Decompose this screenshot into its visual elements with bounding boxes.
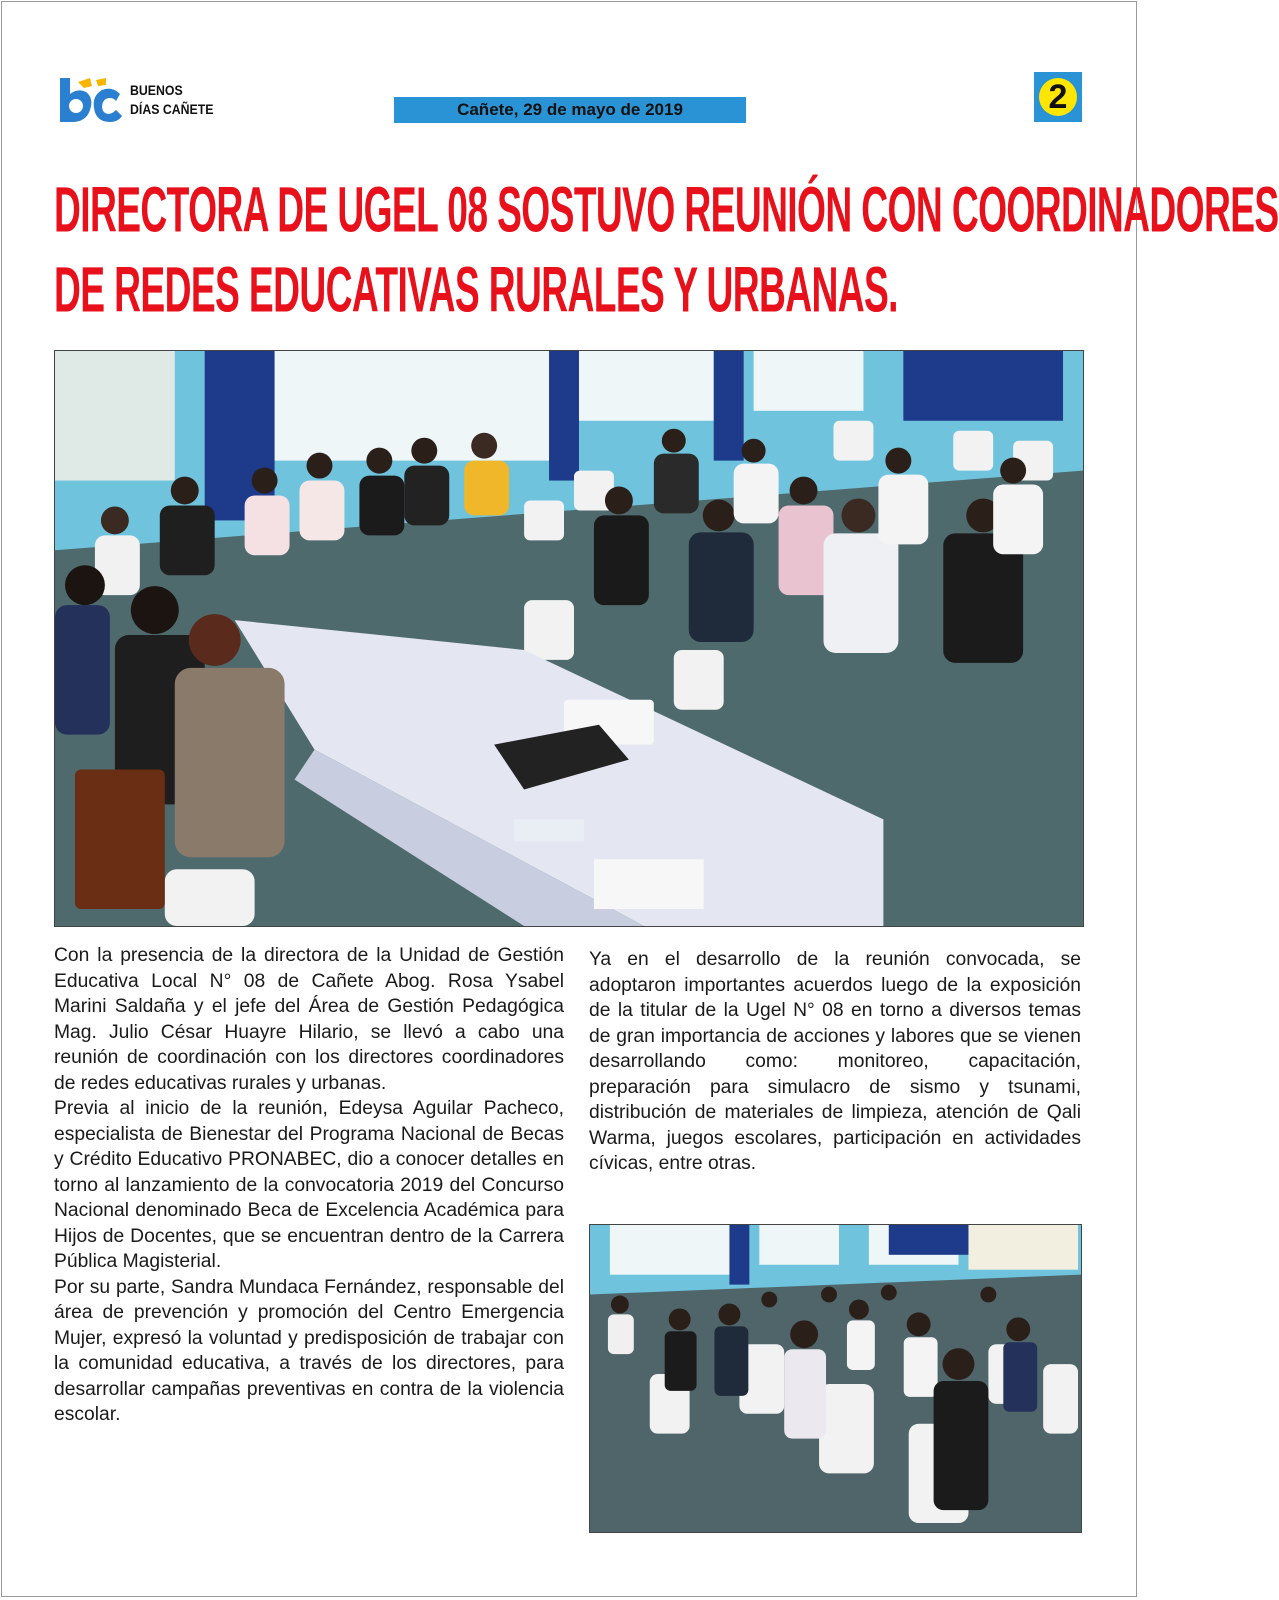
publication-logo	[56, 76, 236, 126]
article-left-column	[54, 943, 564, 1428]
article-paragraph-3: Por su parte, Sandra Mundaca Fernández, responsable del área de prevención y promoción del Centro Emergencia Mujer, expresó la voluntad y predisposición de trabajar con la comunidad educativa, a través de los directores, para desarrollar campañas preventivas en contra de la violencia escolar.	[54, 1276, 564, 1425]
page-number: 2	[1039, 78, 1077, 116]
secondary-photo	[589, 1224, 1082, 1533]
article-paragraph-2: Previa al inicio de la reunión, Edeysa Aguilar Pacheco, especialista de Bienestar del Programa Nacional de Becas y Crédito Educativo PRONABEC, dio a conocer detalles en torno al lanzamiento de la convocatoria 2019 del Concurso Nacional denominado Beca de Excelencia Académica para Hijos de Docentes, que se encuentran dentro de la Carrera Pública Magisterial.	[54, 1098, 564, 1272]
article-right-column	[589, 947, 1081, 1177]
page-number-badge	[1034, 72, 1082, 122]
logo-wordmark	[130, 81, 214, 119]
headline-line-2: DE REDES EDUCATIVAS RURALES Y URBANAS.	[54, 254, 898, 326]
meeting-photo-illustration	[55, 351, 1083, 926]
issue-date: Cañete, 29 de mayo de 2019	[394, 97, 746, 123]
article-paragraph-1: Con la presencia de la directora de la Unidad de Gestión Educativa Local N° 08 de Cañete Abog. Rosa Ysabel Marini Saldaña y el jefe del Área de Gestión Pedagógica Mag. Julio César Huayre Hilario, se llevó a cabo una reunión de coordinación con los directores coordinadores de redes educativas rurales y urbanas.	[54, 945, 564, 1094]
headline-line-1: DIRECTORA DE UGEL 08 SOSTUVO REUNIÓN CON COORDINADORES	[54, 174, 1279, 246]
article-paragraph-4: Ya en el desarrollo de la reunión convocada, se adoptaron importantes acuerdos luego de la exposición de la titular de la Ugel N° 08 en torno a diversos temas de gran importancia de acciones y labores que se vienen desarrollando como: monitoreo, capacitación, preparación para simulacro de sismo y tsunami, distribución de materiales de limpieza, atención de Qali Warma, juegos escolares, participación en actividades cívicas, entre otras.	[589, 949, 1081, 1174]
headline	[54, 168, 1279, 328]
logo-line-1: BUENOS	[130, 82, 183, 98]
logo-line-2: DÍAS CAÑETE	[130, 101, 214, 117]
main-photo	[54, 350, 1084, 927]
audience-photo-illustration	[590, 1225, 1081, 1532]
bc-logo-icon	[56, 76, 124, 126]
